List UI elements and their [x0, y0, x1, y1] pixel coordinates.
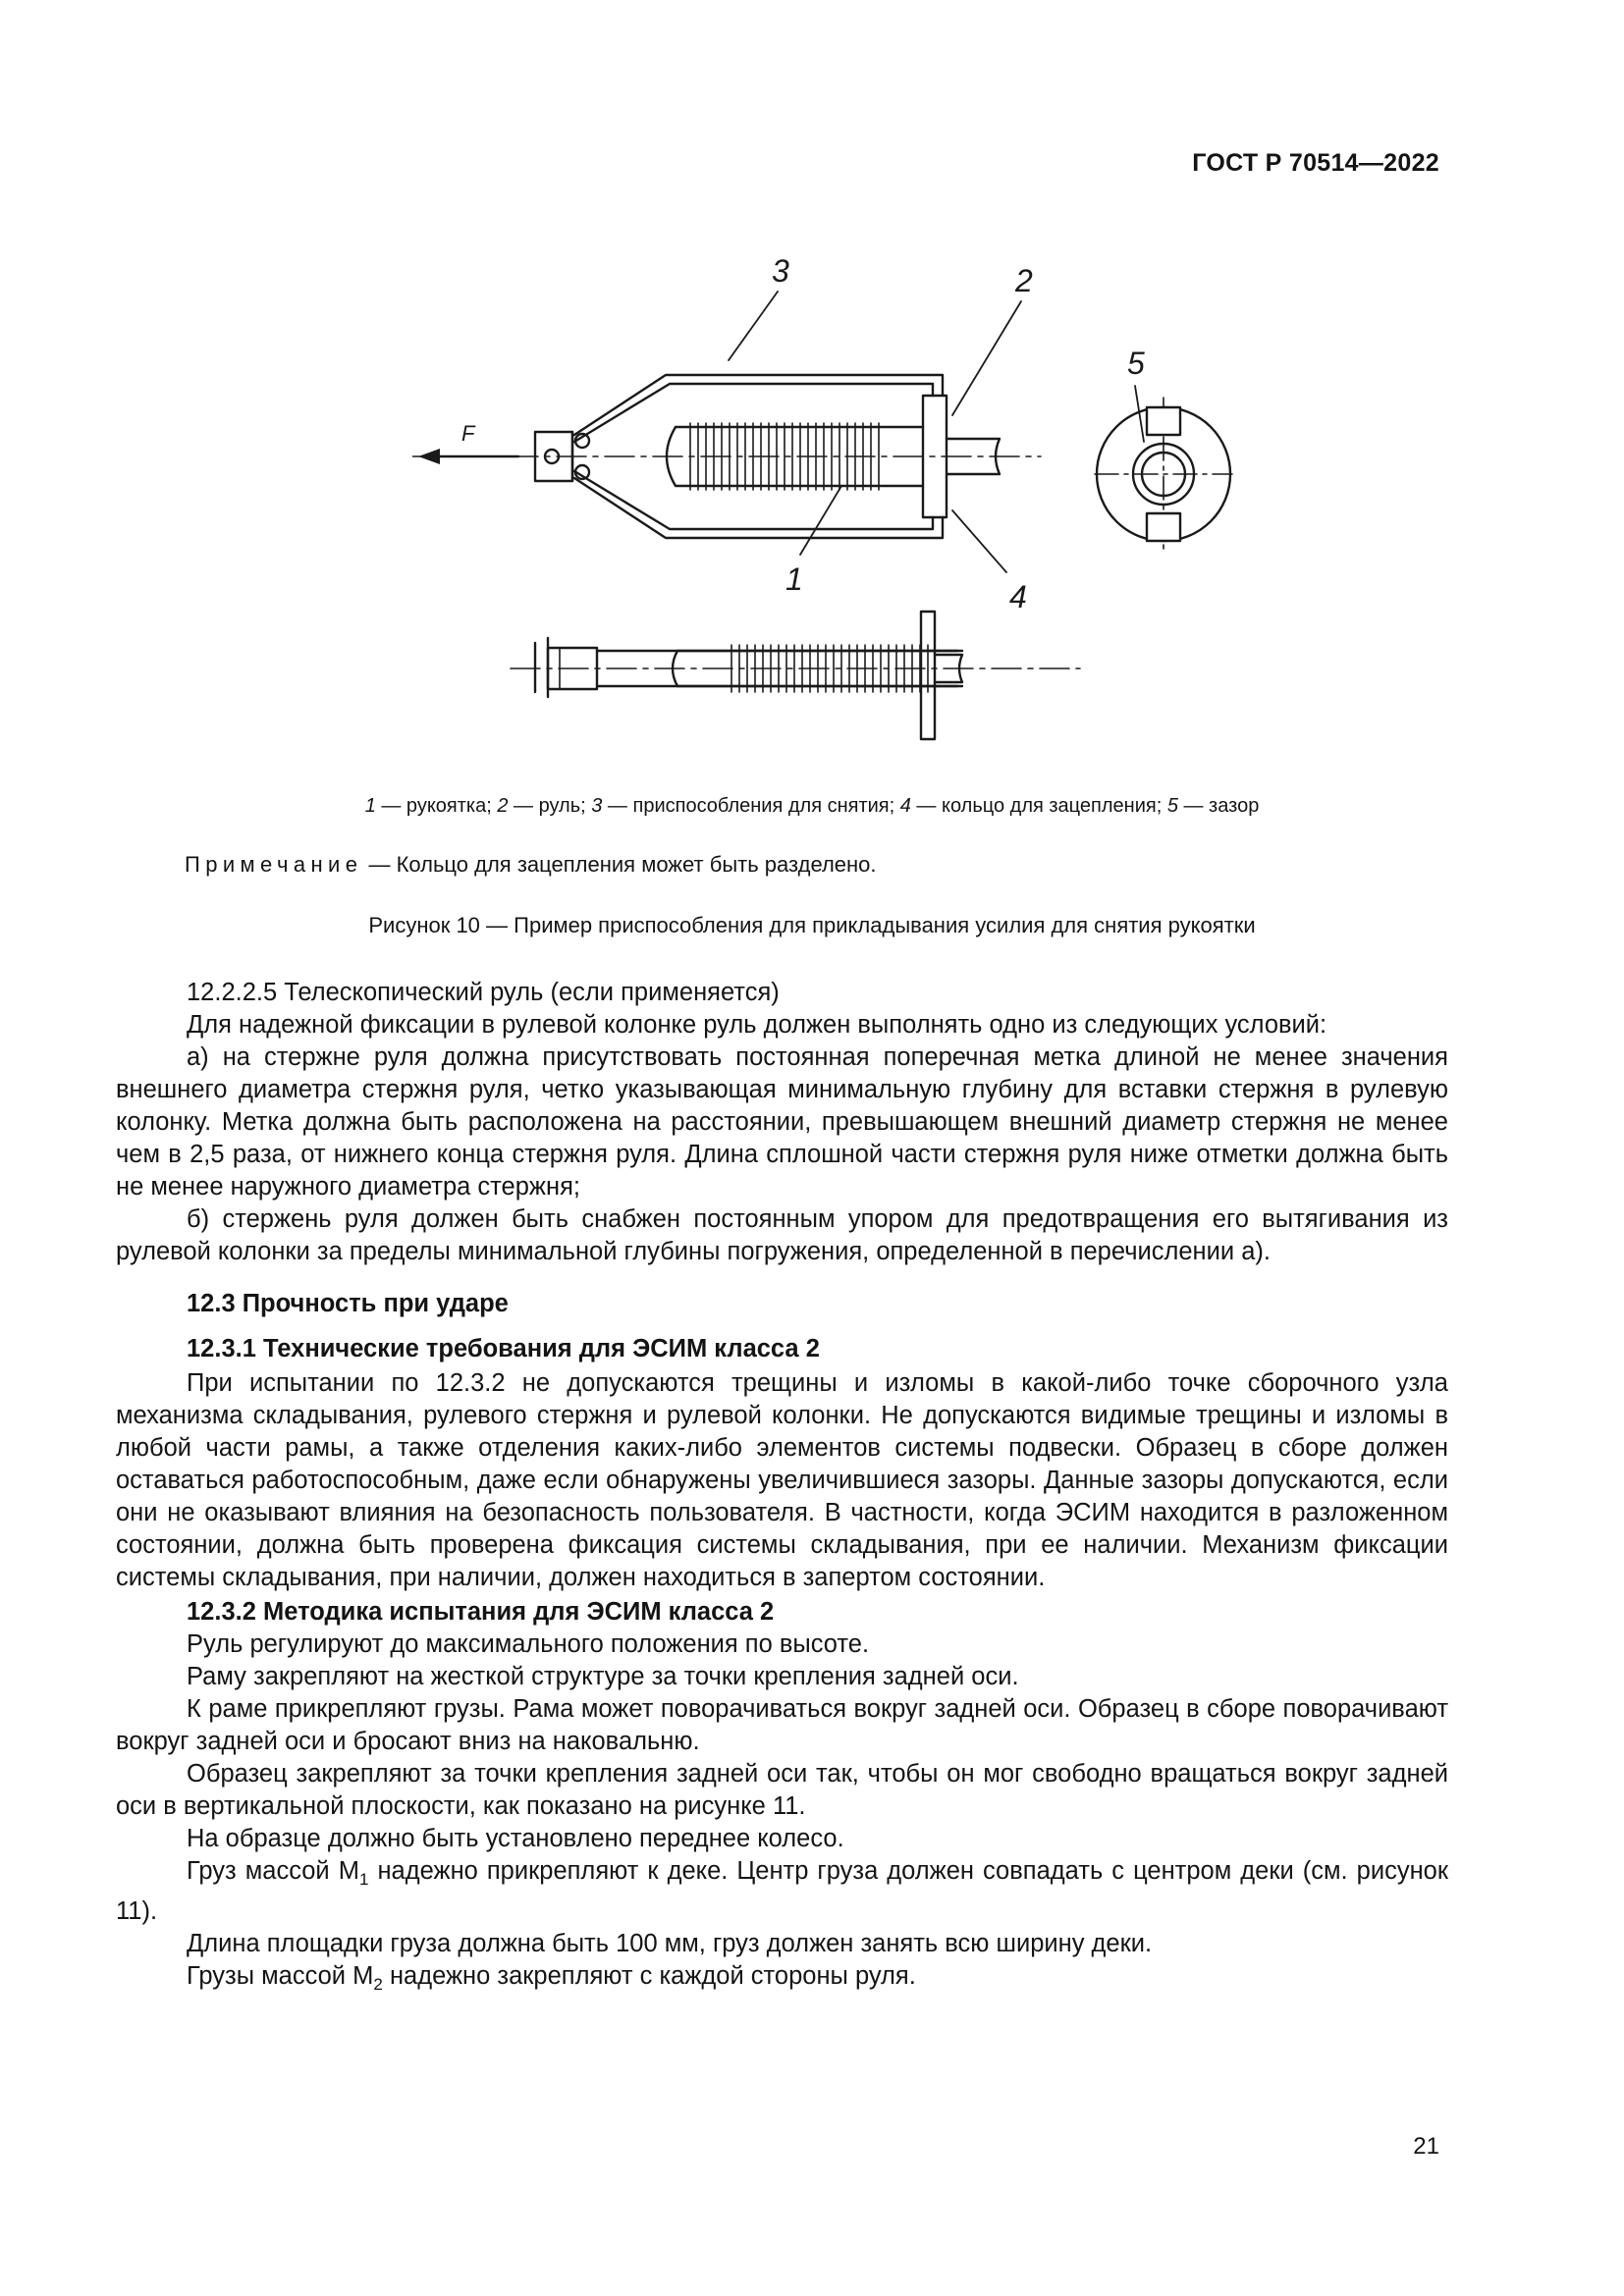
- handle-removal-fixture-drawing: [412, 250, 1316, 761]
- force-arrow-head: [418, 449, 440, 464]
- label-3: 3: [772, 253, 789, 289]
- figure-legend: 1 — рукоятка; 2 — руль; 3 — приспособления для снятия; 4 — кольцо для зацепления; 5 — зазор: [364, 795, 1260, 817]
- paragraph: Груз массой $М_1$ надежно прикрепляют к деке. Центр груза должен совпадать с центром деки (см. рисунок 11).: [116, 1857, 1449, 1926]
- paragraph: б) стержень руля должен быть снабжен постоянным упором для предотвращения его вытягивания из рулевой колонки за пределы минимальной глубины погружения, определенной в перечислении а).: [116, 1205, 1448, 1265]
- document-id: ГОСТ Р 70514—2022: [1192, 149, 1439, 177]
- paragraph: Образец закрепляют за точки крепления задней оси так, чтобы он мог свободно вращаться вокруг задней оси в вертикальной плоскости, как показано на рисунке 11.: [116, 1760, 1448, 1820]
- paragraph: На образце должно быть установлено переднее колесо.: [187, 1825, 844, 1852]
- note-label: Примечание: [185, 852, 363, 877]
- paragraph: 12.2.2.5 Телескопический руль (если применяется): [187, 979, 780, 1006]
- label-force: F: [461, 421, 475, 446]
- subsection-heading: 12.3.2 Методика испытания для ЭСИМ класса 2: [187, 1598, 775, 1626]
- label-1: 1: [785, 561, 803, 597]
- side-view: [511, 612, 1080, 739]
- figure-10: [412, 250, 1316, 761]
- paragraph: Для надежной фиксации в рулевой колонке руль должен выполнять одно из следующих условий:: [187, 1011, 1327, 1039]
- figure-note: [185, 852, 877, 878]
- top-view: [412, 375, 1041, 538]
- page-number: 21: [1413, 2133, 1439, 2160]
- figure-caption: Рисунок 10 — Пример приспособления для прикладывания усилия для снятия рукоятки: [368, 913, 1256, 937]
- section-heading: 12.3 Прочность при ударе: [187, 1290, 509, 1317]
- lug-top: [1147, 407, 1180, 435]
- paragraph: Грузы массой $М_2$ надежно закрепляют с каждой стороны руля.: [187, 1962, 916, 1995]
- label-2: 2: [1015, 263, 1033, 298]
- paragraph: При испытании по 12.3.2 не допускаются трещины и изломы в какой-либо точке сборочного узла механизма складывания, рулевого стержня и рулевой колонки. Не допускаются видимые трещины и изломы в любой части рамы, а также отделения каких-либо элементов системы подвески. Образец в сборе должен оставаться работоспособным, даже если обнаружены увеличившиеся зазоры. Данные зазоры допускаются, если они не оказывают влияния на безопасность пользователя. В частности, когда ЭСИМ находится в разложенном состоянии, должна быть проверена фиксация системы складывания, при ее наличии. Механизм фиксации системы складывания, при наличии, должен находиться в запертом состоянии.: [116, 1369, 1448, 1591]
- subsection-heading: 12.3.1 Технические требования для ЭСИМ класса 2: [187, 1335, 820, 1362]
- note-text: — Кольцо для зацепления может быть разделено.: [362, 852, 877, 877]
- paragraph: К раме прикрепляют грузы. Рама может поворачиваться вокруг задней оси. Образец в сборе поворачивают вокруг задней оси и бросают вниз на наковальню.: [116, 1695, 1448, 1755]
- paragraph: а) на стержне руля должна присутствовать постоянная поперечная метка длиной не менее значения внешнего диаметра стержня руля, четко указывающая минимальную глубину для вставки стержня в рулевую колонку. Метка должна быть расположена на расстоянии, превышающем внешний диаметр стержня не менее чем в 2,5 раза, от нижнего конца стержня руля. Длина сплошной части стержня руля ниже отметки должна быть не менее наружного диаметра стержня;: [116, 1043, 1448, 1201]
- paragraph: Раму закрепляют на жесткой структуре за точки крепления задней оси.: [187, 1663, 1019, 1690]
- label-5: 5: [1127, 346, 1145, 381]
- lug-bottom: [1147, 513, 1180, 541]
- paragraph: Длина площадки груза должна быть 100 мм, груз должен занять всю ширину деки.: [187, 1930, 1153, 1958]
- paragraph: Руль регулируют до максимального положения по высоте.: [187, 1630, 870, 1658]
- body-text: [116, 977, 1448, 2001]
- end-view: [1095, 398, 1232, 550]
- label-4: 4: [1009, 579, 1027, 614]
